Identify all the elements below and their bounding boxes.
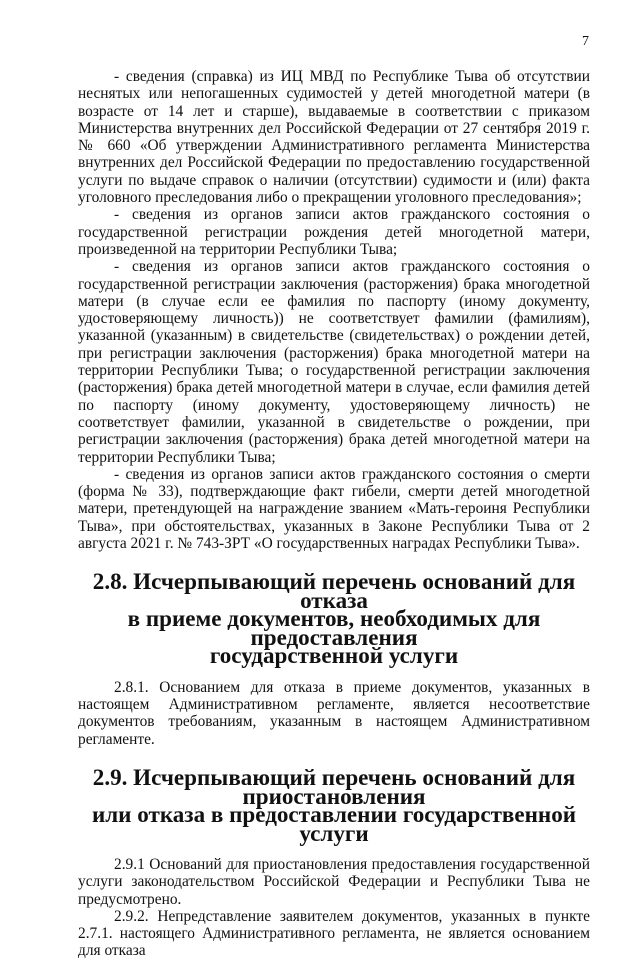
paragraph-2-9-1: 2.9.1 Оснований для приостановления предоставления государственной услуги законодательством Российской Федерации и Республики Тыва не предусмотрено.	[78, 856, 590, 908]
paragraph-death-records: - сведения из органов записи актов гражданского состояния о смерти (форма № 33), подтверждающие факт гибели, смерти детей многодетной матери, претендующей на награждение званием «Мать-героиня Республики Тыва», при обстоятельствах, указанных в Законе Республики Тыва от 2 августа 2021 г. № 743-ЗРТ «О государственных наградах Республики Тыва».	[78, 465, 590, 553]
page-number: 7	[582, 34, 589, 49]
paragraph-2-9-2: 2.9.2. Непредставление заявителем документов, указанных в пункте 2.7.1. настоящего Административного регламента, не является основанием для отказа	[78, 907, 590, 960]
section-heading-2-8-line-1: 2.8. Исчерпывающий перечень оснований для отказа	[92, 568, 576, 613]
document-body	[78, 68, 590, 960]
paragraph-2-8-1: 2.8.1. Основанием для отказа в приеме документов, указанных в настоящем Административном регламенте, является несоответствие документов требованиям, указанным в настоящем Административном регламенте.	[78, 678, 590, 748]
section-heading-2-9-line-1: 2.9. Исчерпывающий перечень оснований для приостановления	[92, 764, 576, 809]
paragraph-birth-registration: - сведения из органов записи актов гражданского состояния о государственной регистрации рождения детей многодетной матери, произведенной на территории Республики Тыва;	[78, 206, 590, 258]
section-heading-2-8	[78, 568, 590, 669]
section-heading-2-8-line-2: в приеме документов, необходимых для предоставления	[127, 605, 541, 650]
section-heading-2-8-line-3: государственной услуги	[209, 642, 459, 669]
section-heading-2-9-line-2: или отказа в предоставлении государственной услуги	[91, 801, 577, 846]
section-heading-2-9	[78, 764, 590, 846]
paragraph-mvd-certificate: - сведения (справка) из ИЦ МВД по Республике Тыва об отсутствии неснятых или непогашенных судимостей у детей многодетной матери (в возрасте от 14 лет и старше), выдаваемые в соответствии с приказом Министерства внутренних дел Российской Федерации от 27 сентября 2019 г. № 660 «Об утверждении Административного регламента Министерства внутренних дел Российской Федерации по предоставлению государственной услуги по выдаче справок о наличии (отсутствии) судимости и (или) факта уголовного преследования либо о прекращении уголовного преследования»;	[78, 68, 590, 207]
paragraph-marriage-registration: - сведения из органов записи актов гражданского состояния о государственной регистрации заключения (расторжения) брака многодетной матери (в случае если ее фамилия по паспорту (иному документу, удостоверяющему личность)) не соответствует фамилии (фамилиям), указанной (указанным) в свидетельстве (свидетельствах) о рождении детей, при регистрации заключения (расторжения) брака многодетной матери на территории Республики Тыва; о государственной регистрации заключения (расторжения) брака детей многодетной матери в случае, если фамилия детей по паспорту (иному документу, удостоверяющему личность) не соответствует фамилии, указанной в свидетельстве о рождении, при регистрации заключения (расторжения) брака детей многодетной матери на территории Республики Тыва;	[78, 258, 590, 466]
